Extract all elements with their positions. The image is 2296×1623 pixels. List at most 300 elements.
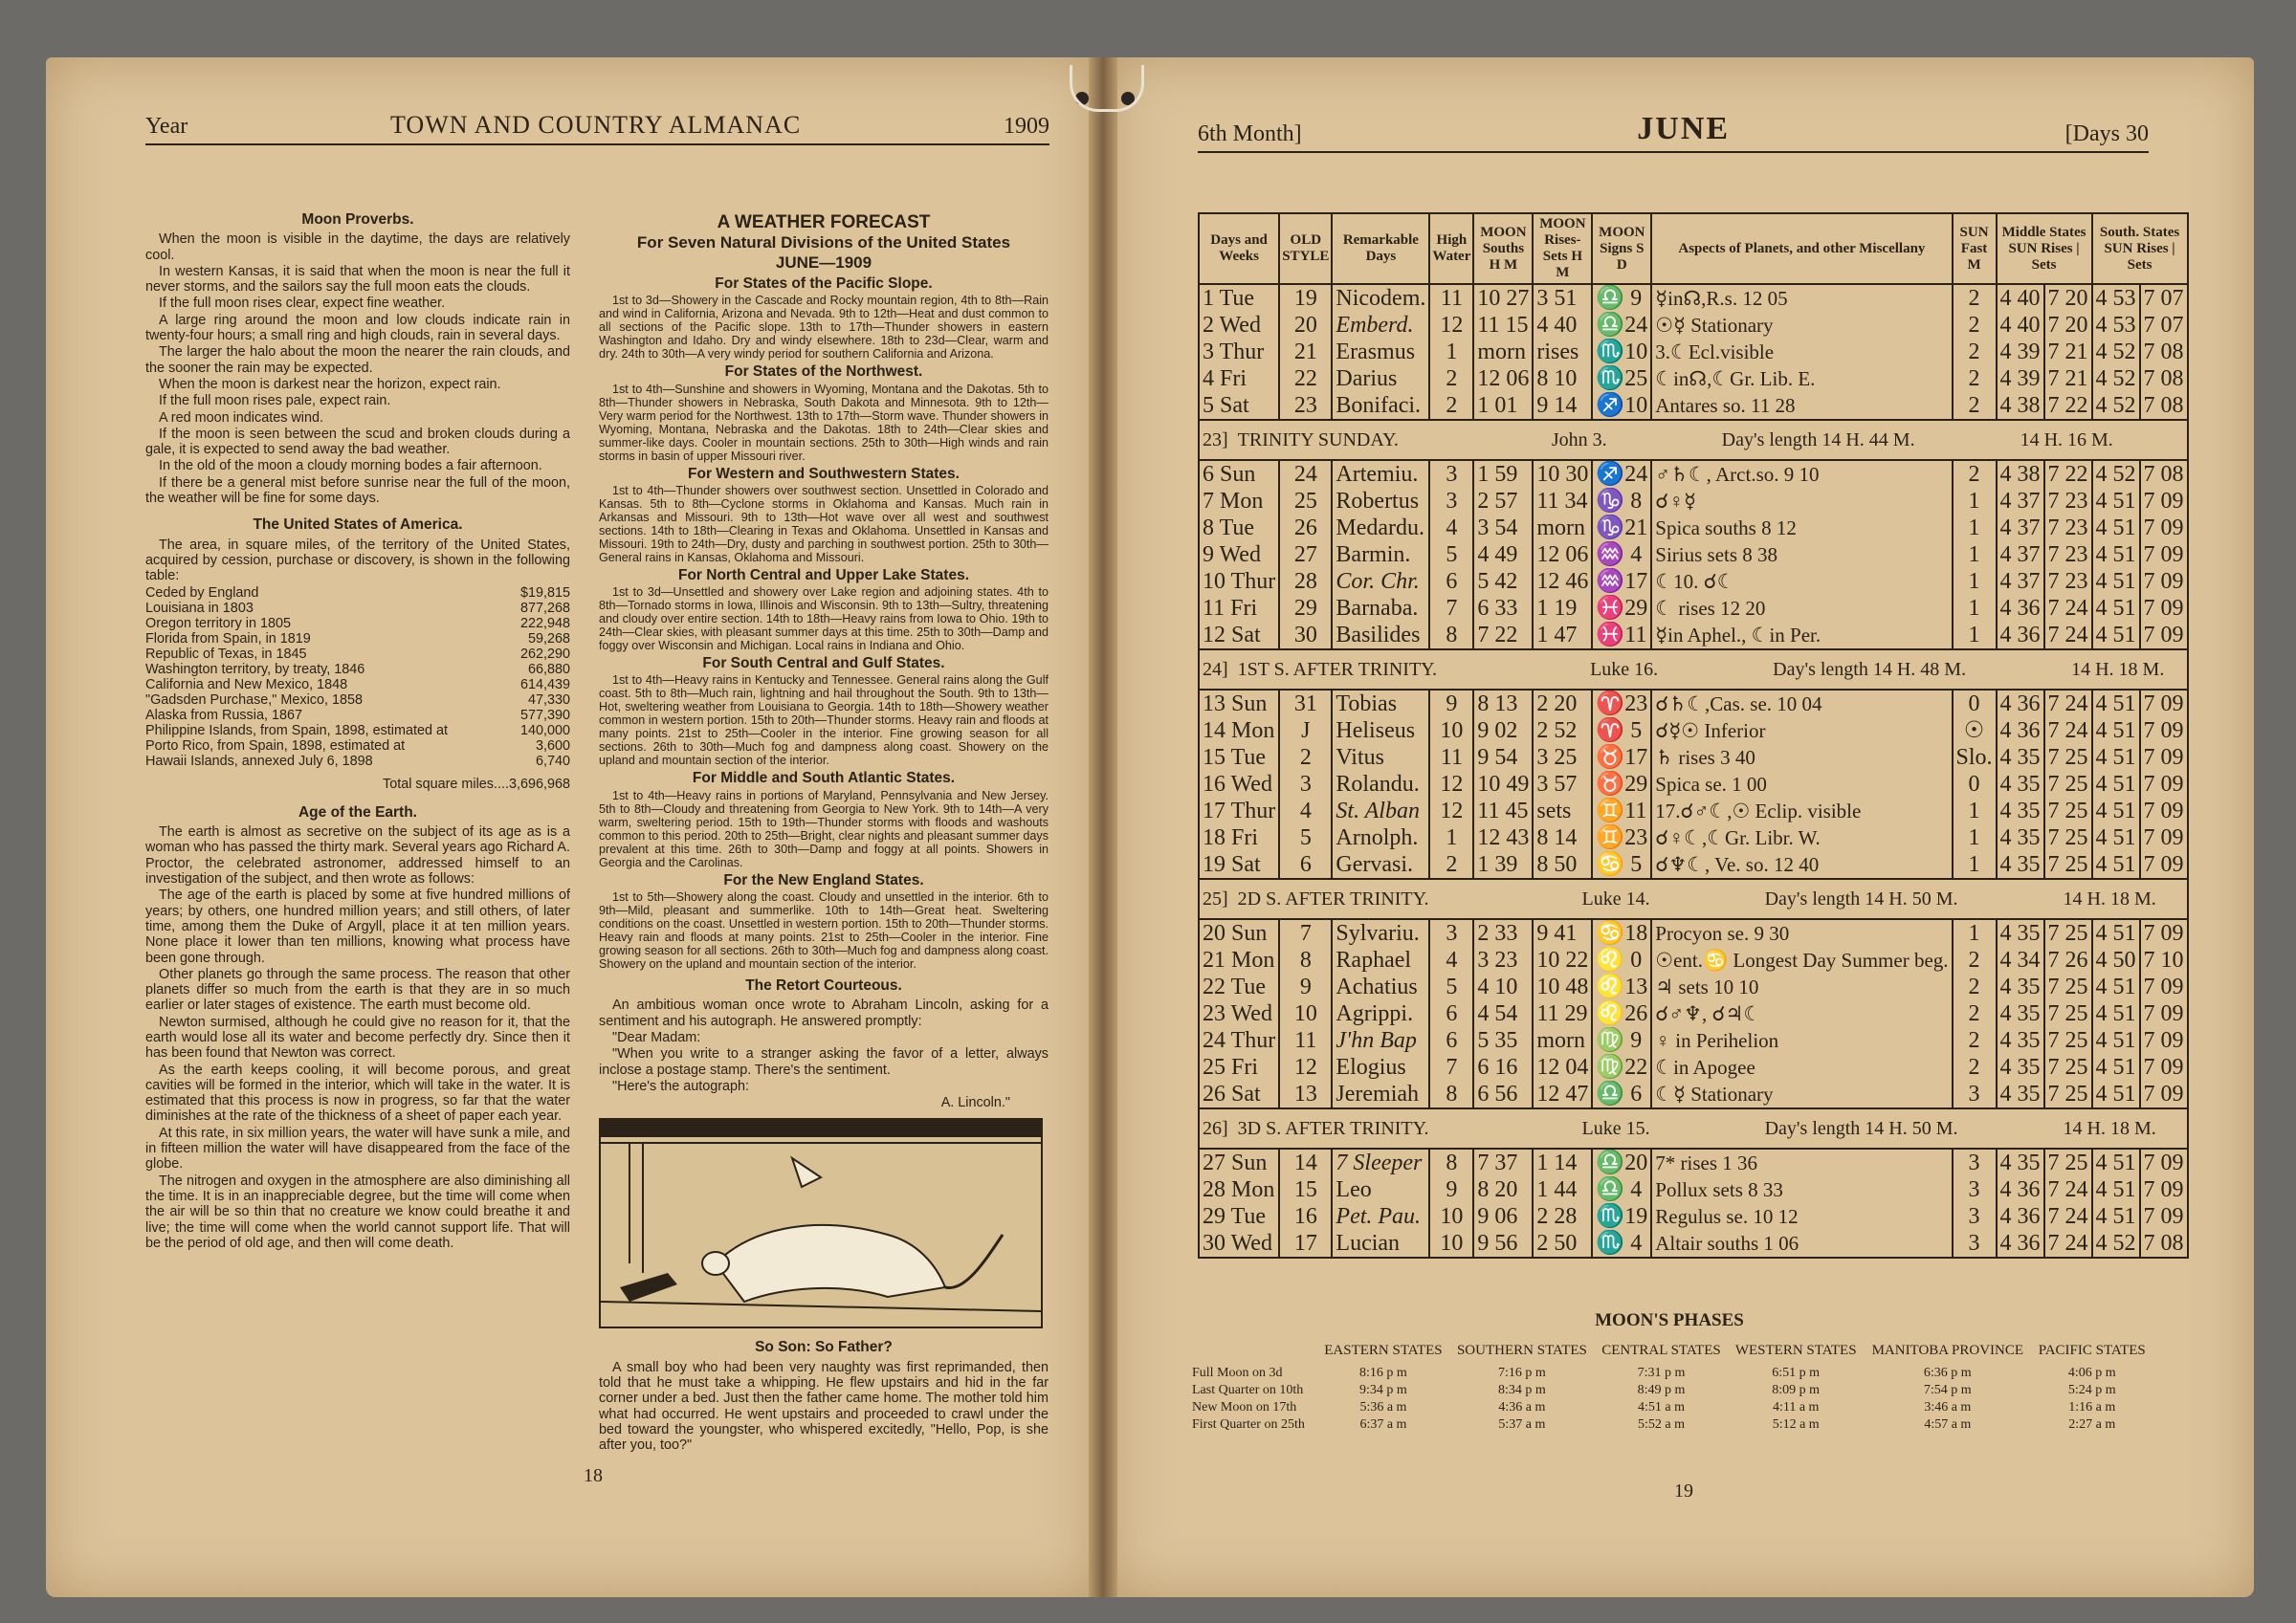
moon-phase-row <box>1186 1399 2152 1416</box>
high-water: 2 <box>1429 851 1473 879</box>
proverb-line: A red moon indicates wind. <box>159 409 323 426</box>
sun-fast: 2 <box>1953 460 1997 488</box>
forecast-section-text: 1st to 3d—Unsettled and showery over Lake region and adjoining states. 4th to 8th—Tornado storms in Iowa, Illinois and Wisconsin. 9th to 13th—Sultry, threatening and cloudy over entire section. 14th to 18th—Heavy rains from Iowa to Ohio. 19th to 24th—Clear skies, with pleasant summer days at this time. 25th to 30th—Damp and foggy over Wisconsin and Michigan. Local rains in Indiana and Ohio. <box>599 585 1049 653</box>
retort-paragraph: "Dear Madam: <box>612 1029 701 1045</box>
sun-rises-south: 4 51 <box>2092 717 2140 744</box>
sun-rises-south: 4 51 <box>2092 1203 2140 1230</box>
sun-sets-middle: 7 20 <box>2044 312 2092 339</box>
week-name: TRINITY SUNDAY. <box>1237 429 1399 450</box>
forecast-section-text: 1st to 4th—Sunshine and showers in Wyoming, Montana and the Dakotas. 5th to 8th—Thunder showers in Nebraska, South Dakota and Minnesota. 9th to 12th—Very warm period for the Northwest. 13th to 17th—Storm wave. Thunder showers in Wyoming, Montana, Nebraska and the Dakotas. 18th to 24th—Clear skies and summer-like days. Cooler in mountain sections. 25th to 30th—High winds and rain storms in basin of upper Missouri river. <box>599 382 1049 463</box>
area-label: Oregon territory in 1805 <box>145 615 291 631</box>
moon-phase-label <box>1186 1382 1317 1399</box>
phase-date: on 10th <box>1262 1383 1304 1397</box>
calendar-day-row <box>1199 744 2188 771</box>
calendar-day-row <box>1199 771 2188 798</box>
moon-souths: 4 49 <box>1473 541 1533 568</box>
calendar-header-cell: Remarkable Days <box>1332 213 1429 284</box>
sun-fast: 1 <box>1953 488 1997 515</box>
sun-rises-middle: 4 35 <box>1997 1027 2044 1054</box>
phase-time: 4:51 a m <box>1637 1400 1685 1415</box>
forecast-section-text: 1st to 3d—Showery in the Cascade and Rocky mountain region, 4th to 8th—Rain and wind in California, Arizona and Nevada. 9th to 12th—Heat and dust common to all sections of the Pacific slope. 13th to 17th—Thunder showers in eastern Washington and Idaho. Dry and windy elsewhere. 18th to 23d—Clear, warm and dry. 24th to 30th—A very windy period for southern California and Arizona. <box>599 294 1049 362</box>
moon-sign: ♏ 4 <box>1592 1230 1651 1258</box>
remarkable-day: Emberd. <box>1332 312 1429 339</box>
calendar-day-row <box>1199 1176 2188 1203</box>
sun-rises-south: 4 52 <box>2092 365 2140 392</box>
high-water: 7 <box>1429 1054 1473 1081</box>
day-of-week: 4 Fri <box>1199 365 1279 392</box>
phase-time: 2:27 a m <box>2068 1417 2116 1432</box>
old-style-date: 6 <box>1279 851 1332 879</box>
moon-sign: ♎ 9 <box>1592 284 1651 312</box>
day-of-week: 17 Thur <box>1199 798 1279 824</box>
calendar-day-row <box>1199 947 2188 974</box>
sun-rises-middle: 4 35 <box>1997 919 2044 947</box>
moon-rises-sets: 2 52 <box>1533 717 1592 744</box>
moon-phases-title: MOON'S PHASES <box>1595 1310 1744 1330</box>
sun-sets-south: 7 09 <box>2140 515 2188 541</box>
moon-proverbs-title: Moon Proverbs. <box>301 211 414 228</box>
sun-fast: 3 <box>1953 1203 1997 1230</box>
moon-souths: 3 23 <box>1473 947 1533 974</box>
aspects: ☌♂♆, ☌♃☾ <box>1651 1000 1952 1027</box>
proverb-line: If there be a general mist before sunrise near the full of the moon, the weather will be fine for some days. <box>145 474 570 507</box>
area-value: $19,815 <box>519 584 570 601</box>
area-value: 877,268 <box>519 600 570 616</box>
area-row <box>145 738 570 754</box>
high-water: 11 <box>1429 744 1473 771</box>
calendar-day-row <box>1199 1081 2188 1108</box>
sun-rises-south: 4 51 <box>2092 690 2140 717</box>
sun-rises-middle: 4 36 <box>1997 1230 2044 1258</box>
area-table <box>145 585 570 769</box>
age-of-earth-title: Age of the Earth. <box>298 803 417 821</box>
sun-fast: 3 <box>1953 1149 1997 1176</box>
aspects: Antares so. 11 28 <box>1651 392 1952 420</box>
remarkable-day: Gervasi. <box>1332 851 1429 879</box>
day-of-week: 16 Wed <box>1199 771 1279 798</box>
moon-sign: ♐24 <box>1592 460 1651 488</box>
calendar-day-row <box>1199 284 2188 312</box>
moon-rises-sets: morn <box>1533 1027 1592 1054</box>
proverb-line: A large ring around the moon and low clouds indicate rain in twenty-four hours; a small ring and high clouds, rain in several days. <box>145 312 570 344</box>
old-style-date: 14 <box>1279 1149 1332 1176</box>
calendar-day-row <box>1199 824 2188 851</box>
phase-time: 5:12 a m <box>1772 1417 1820 1432</box>
sun-sets-south: 7 07 <box>2140 284 2188 312</box>
aspects: ☌♀☿ <box>1651 488 1952 515</box>
sun-fast: 2 <box>1953 974 1997 1000</box>
sun-fast: 2 <box>1953 339 1997 365</box>
sun-sets-middle: 7 21 <box>2044 339 2092 365</box>
moon-rises-sets: 12 04 <box>1533 1054 1592 1081</box>
day-of-week: 8 Tue <box>1199 515 1279 541</box>
sun-sets-middle: 7 24 <box>2044 1203 2092 1230</box>
forecast-section-text: 1st to 4th—Heavy rains in Kentucky and Tennessee. General rains along the Gulf coast. 5th to 8th—Much rain, lightning and hail throughout the South. 9th to 13th—Hot, sweltering weather from Louisiana to Georgia. 14th to 18th—Showery weather common in western portion. 15th to 20th—Thunder storms. Heavy rain and floods at many points. 21st to 25th—Cooler in the interior. Fine growing season for all sections. 26th to 30th—Much fog and dampness along coast. Showery on the upland and mountain section of the interior. <box>599 673 1049 768</box>
calendar-table <box>1198 212 2189 1259</box>
sun-fast: 2 <box>1953 1027 1997 1054</box>
area-row <box>145 647 570 662</box>
moon-souths: morn <box>1473 339 1533 365</box>
moon-phase-label <box>1186 1399 1317 1416</box>
phase-time: 5:36 a m <box>1359 1400 1407 1415</box>
week-day-length: Day's length 14 H. 50 M. <box>1764 888 1958 910</box>
moon-souths: 1 39 <box>1473 851 1533 879</box>
left-column-2 <box>599 212 1049 1455</box>
moon-phases-column: WESTERN STATES <box>1734 1343 1857 1358</box>
earth-paragraph: Newton surmised, although he could give no reason for it, that the earth would lose all its water and become perfectly dry. Since then it has been found that Newton was correct. <box>145 1014 570 1062</box>
week-header-cell <box>1199 649 2188 690</box>
calendar-header-cell: High Water <box>1429 213 1473 284</box>
remarkable-day: Pet. Pau. <box>1332 1203 1429 1230</box>
high-water: 5 <box>1429 541 1473 568</box>
high-water: 8 <box>1429 622 1473 649</box>
calendar-header-cell: MOON Rises-Sets H M <box>1533 213 1592 284</box>
week-gospel: John 3. <box>1551 429 1607 450</box>
calendar-day-row <box>1199 365 2188 392</box>
week-gospel: Luke 15. <box>1581 1118 1650 1139</box>
calendar-header-cell: SUN Fast M <box>1953 213 1997 284</box>
old-style-date: 3 <box>1279 771 1332 798</box>
high-water: 10 <box>1429 1230 1473 1258</box>
sun-sets-middle: 7 24 <box>2044 1230 2092 1258</box>
remarkable-day: Medardu. <box>1332 515 1429 541</box>
phase-time: 7:31 p m <box>1637 1366 1686 1380</box>
aspects: ☌☿☉ Inferior <box>1651 717 1952 744</box>
remarkable-day: Achatius <box>1332 974 1429 1000</box>
moon-souths: 8 13 <box>1473 690 1533 717</box>
remarkable-day: Cor. Chr. <box>1332 568 1429 595</box>
area-label: Philippine Islands, from Spain, 1898, estimated at <box>145 722 448 738</box>
calendar-day-row <box>1199 1149 2188 1176</box>
aspects: ☾in Apogee <box>1651 1054 1952 1081</box>
sun-fast: 2 <box>1953 392 1997 420</box>
day-of-week: 7 Mon <box>1199 488 1279 515</box>
moon-sign: ♊11 <box>1592 798 1651 824</box>
sun-sets-south: 7 09 <box>2140 974 2188 1000</box>
calendar-day-row <box>1199 1027 2188 1054</box>
old-style-date: 10 <box>1279 1000 1332 1027</box>
calendar-day-row <box>1199 312 2188 339</box>
proverb-line: When the moon is darkest near the horizon, expect rain. <box>159 376 501 392</box>
sun-sets-south: 7 08 <box>2140 460 2188 488</box>
phase-time: 5:37 a m <box>1498 1417 1546 1432</box>
earth-paragraph: The age of the earth is placed by some at five hundred millions of years; by others, one hundred million years; and still others, of later time, among them the Duke of Argyll, place it at ten million years. None place it lower than ten millions, knowing what process have been gone through. <box>145 888 570 966</box>
area-label: Ceded by England <box>145 584 259 601</box>
so-son-text: A small boy who had been very naughty was first reprimanded, then told that he must take a whipping. He flew upstairs and hid in the far corner under a bed. Just then the father came home. The mother told him what had occurred. He went upstairs and proceeded to crawl under the bed toward the youngster, who whispered excitedly, "Hello, Pop, is she after you, too?" <box>599 1359 1049 1454</box>
sun-sets-middle: 7 25 <box>2044 1149 2092 1176</box>
calendar-day-row <box>1199 622 2188 649</box>
area-value: 577,390 <box>519 707 570 723</box>
usa-title: The United States of America. <box>253 516 463 534</box>
moon-phases-column: MANITOBA PROVINCE <box>1871 1343 2024 1358</box>
forecast-body <box>599 276 1049 971</box>
remarkable-day: Barnaba. <box>1332 595 1429 622</box>
calendar-day-row <box>1199 717 2188 744</box>
old-style-date: 31 <box>1279 690 1332 717</box>
sun-sets-middle: 7 25 <box>2044 1027 2092 1054</box>
sun-rises-middle: 4 37 <box>1997 515 2044 541</box>
moon-rises-sets: 11 29 <box>1533 1000 1592 1027</box>
week-row <box>1199 1108 2188 1149</box>
area-row <box>145 677 570 692</box>
moon-rises-sets: 9 14 <box>1533 392 1592 420</box>
sun-sets-south: 7 09 <box>2140 568 2188 595</box>
day-of-week: 6 Sun <box>1199 460 1279 488</box>
aspects: ♂♄☾, Arct.so. 9 10 <box>1651 460 1952 488</box>
sun-sets-south: 7 09 <box>2140 1176 2188 1203</box>
moon-sign: ♈23 <box>1592 690 1651 717</box>
high-water: 12 <box>1429 798 1473 824</box>
sun-sets-south: 7 08 <box>2140 1230 2188 1258</box>
moon-rises-sets: 11 34 <box>1533 488 1592 515</box>
aspects: ☾in☊,☾Gr. Lib. E. <box>1651 365 1952 392</box>
high-water: 8 <box>1429 1081 1473 1108</box>
moon-rises-sets: 4 40 <box>1533 312 1592 339</box>
sun-fast: 2 <box>1953 1000 1997 1027</box>
moon-sign: ♍22 <box>1592 1054 1651 1081</box>
sun-sets-south: 7 09 <box>2140 1000 2188 1027</box>
high-water: 7 <box>1429 595 1473 622</box>
remarkable-day: St. Alban <box>1332 798 1429 824</box>
moon-souths: 2 57 <box>1473 488 1533 515</box>
sun-sets-middle: 7 25 <box>2044 1054 2092 1081</box>
lincoln-signature: A. Lincoln." <box>940 1095 1010 1111</box>
forecast-section-heading: For Middle and South Atlantic States. <box>692 770 956 787</box>
old-style-date: 9 <box>1279 974 1332 1000</box>
area-row <box>145 585 570 601</box>
sun-rises-middle: 4 40 <box>1997 312 2044 339</box>
day-of-week: 22 Tue <box>1199 974 1279 1000</box>
area-row <box>145 692 570 708</box>
day-of-week: 10 Thur <box>1199 568 1279 595</box>
sun-sets-middle: 7 25 <box>2044 1000 2092 1027</box>
moon-souths: 4 54 <box>1473 1000 1533 1027</box>
moon-souths: 6 56 <box>1473 1081 1533 1108</box>
sun-sets-south: 7 09 <box>2140 1203 2188 1230</box>
sun-rises-south: 4 51 <box>2092 1027 2140 1054</box>
proverb-line: In western Kansas, it is said that when the moon is near the full it never storms, and the sailors say the full moon eats the clouds. <box>145 263 570 296</box>
forecast-title: A WEATHER FORECAST <box>717 212 931 232</box>
moon-sign: ♎20 <box>1592 1149 1651 1176</box>
day-of-week: 12 Sat <box>1199 622 1279 649</box>
week-number: 26] <box>1203 1118 1228 1139</box>
sun-rises-south: 4 52 <box>2092 460 2140 488</box>
moon-sign: ♓29 <box>1592 595 1651 622</box>
remarkable-day: Elogius <box>1332 1054 1429 1081</box>
aspects: ☉☿ Stationary <box>1651 312 1952 339</box>
high-water: 2 <box>1429 365 1473 392</box>
sun-rises-south: 4 51 <box>2092 595 2140 622</box>
right-page-number: 19 <box>1674 1480 1693 1502</box>
moon-rises-sets: 12 47 <box>1533 1081 1592 1108</box>
moon-souths: 9 06 <box>1473 1203 1533 1230</box>
high-water: 3 <box>1429 919 1473 947</box>
old-style-date: 15 <box>1279 1176 1332 1203</box>
area-value: 262,290 <box>519 646 570 662</box>
sun-sets-middle: 7 23 <box>2044 488 2092 515</box>
remarkable-day: Vitus <box>1332 744 1429 771</box>
month-ordinal: 6th Month] <box>1198 121 1302 146</box>
aspects: ☿in☊,R.s. 12 05 <box>1651 284 1952 312</box>
remarkable-day: J'hn Bap <box>1332 1027 1429 1054</box>
sun-sets-middle: 7 24 <box>2044 1176 2092 1203</box>
high-water: 9 <box>1429 1176 1473 1203</box>
sun-rises-south: 4 51 <box>2092 1000 2140 1027</box>
remarkable-day: Rolandu. <box>1332 771 1429 798</box>
sun-sets-middle: 7 25 <box>2044 1081 2092 1108</box>
usa-total: Total square miles....3,696,968 <box>383 776 570 792</box>
sun-rises-south: 4 52 <box>2092 1230 2140 1258</box>
moon-souths: 10 49 <box>1473 771 1533 798</box>
sun-fast: 1 <box>1953 919 1997 947</box>
forecast-section-heading: For States of the Northwest. <box>724 363 923 381</box>
day-of-week: 2 Wed <box>1199 312 1279 339</box>
sun-fast: 1 <box>1953 622 1997 649</box>
phase-time: 4:11 a m <box>1772 1400 1820 1415</box>
week-gospel: Luke 16. <box>1590 659 1659 680</box>
high-water: 8 <box>1429 1149 1473 1176</box>
day-of-week: 1 Tue <box>1199 284 1279 312</box>
sun-rises-south: 4 52 <box>2092 392 2140 420</box>
sun-rises-south: 4 51 <box>2092 798 2140 824</box>
moon-rises-sets: rises <box>1533 339 1592 365</box>
moon-sign: ♉29 <box>1592 771 1651 798</box>
aspects: Spica se. 1 00 <box>1651 771 1952 798</box>
remarkable-day: Leo <box>1332 1176 1429 1203</box>
old-style-date: 17 <box>1279 1230 1332 1258</box>
week-header-cell <box>1199 420 2188 460</box>
moon-sign: ♏19 <box>1592 1203 1651 1230</box>
moon-rises-sets: 8 14 <box>1533 824 1592 851</box>
day-of-week: 15 Tue <box>1199 744 1279 771</box>
week-row <box>1199 649 2188 690</box>
sun-sets-south: 7 09 <box>2140 1027 2188 1054</box>
week-row <box>1199 420 2188 460</box>
phase-time: 4:57 a m <box>1924 1417 1972 1432</box>
old-style-date: 7 <box>1279 919 1332 947</box>
high-water: 11 <box>1429 284 1473 312</box>
day-of-week: 23 Wed <box>1199 1000 1279 1027</box>
moon-rises-sets: 9 41 <box>1533 919 1592 947</box>
area-label: Porto Rico, from Spain, 1898, estimated at <box>145 737 406 754</box>
sun-sets-south: 7 09 <box>2140 622 2188 649</box>
boy-under-bed-illustration <box>599 1118 1043 1328</box>
moon-souths: 3 54 <box>1473 515 1533 541</box>
remarkable-day: Barmin. <box>1332 541 1429 568</box>
phase-date: on 25th <box>1264 1417 1305 1432</box>
moon-rises-sets: 10 30 <box>1533 460 1592 488</box>
remarkable-day: Basilides <box>1332 622 1429 649</box>
calendar-day-row <box>1199 1203 2188 1230</box>
old-style-date: 2 <box>1279 744 1332 771</box>
moon-rises-sets: 12 46 <box>1533 568 1592 595</box>
calendar-day-row <box>1199 974 2188 1000</box>
moon-rises-sets: 1 14 <box>1533 1149 1592 1176</box>
calendar-header-cell: Aspects of Planets, and other Miscellany <box>1651 213 1952 284</box>
moon-rises-sets: 2 20 <box>1533 690 1592 717</box>
day-of-week: 26 Sat <box>1199 1081 1279 1108</box>
area-value: 6,740 <box>535 753 570 769</box>
forecast-section-text: 1st to 4th—Thunder showers over southwest section. Unsettled in Colorado and Kansas. 5th to 8th—Cyclone storms in Oklahoma and Kansas. Much rain in Arkansas and Missouri. 9th to 13th—Hot wave over all west and southwest sections. 14th to 18th—Clearing in Texas and Oklahoma. Unsettled in Kansas and Missouri. 19th to 24th—Dry, dusty and parching in southwest portion. 25th to 30th—General rains in Kansas, Oklahoma and Missouri. <box>599 483 1049 564</box>
remarkable-day: Arnolph. <box>1332 824 1429 851</box>
area-row <box>145 754 570 769</box>
sun-rises-south: 4 53 <box>2092 284 2140 312</box>
phase-time: 6:36 p m <box>1923 1366 1972 1380</box>
day-of-week: 20 Sun <box>1199 919 1279 947</box>
sun-sets-south: 7 09 <box>2140 488 2188 515</box>
sun-sets-south: 7 09 <box>2140 798 2188 824</box>
week-day-length-south: 14 H. 16 M. <box>2020 429 2113 450</box>
week-name: 3D S. AFTER TRINITY. <box>1237 1118 1429 1139</box>
sun-sets-middle: 7 24 <box>2044 622 2092 649</box>
moon-sign: ♌ 0 <box>1592 947 1651 974</box>
area-label: Republic of Texas, in 1845 <box>145 646 307 662</box>
moon-rises-sets: 12 06 <box>1533 541 1592 568</box>
phase-time: 8:09 p m <box>1772 1383 1821 1397</box>
phase-date: on 17th <box>1255 1400 1297 1415</box>
old-style-date: J <box>1279 717 1332 744</box>
old-style-date: 5 <box>1279 824 1332 851</box>
moon-souths: 7 37 <box>1473 1149 1533 1176</box>
high-water: 2 <box>1429 392 1473 420</box>
moon-sign: ♐10 <box>1592 392 1651 420</box>
sun-fast: ☉ <box>1953 717 1997 744</box>
moon-rises-sets: 2 50 <box>1533 1230 1592 1258</box>
calendar-day-row <box>1199 690 2188 717</box>
high-water: 6 <box>1429 568 1473 595</box>
sun-fast: 2 <box>1953 947 1997 974</box>
sun-fast: 0 <box>1953 690 1997 717</box>
week-day-length-south: 14 H. 18 M. <box>2063 888 2156 910</box>
sun-fast: 2 <box>1953 365 1997 392</box>
calendar-header-cell: South. States SUN Rises | Sets <box>2092 213 2188 284</box>
moon-souths: 4 10 <box>1473 974 1533 1000</box>
sun-rises-middle: 4 36 <box>1997 622 2044 649</box>
day-of-week: 24 Thur <box>1199 1027 1279 1054</box>
calendar-day-row <box>1199 541 2188 568</box>
aspects: 17.☌♂☾,☉ Eclip. visible <box>1651 798 1952 824</box>
phase-time: 5:52 a m <box>1637 1417 1685 1432</box>
old-style-date: 24 <box>1279 460 1332 488</box>
day-of-week: 18 Fri <box>1199 824 1279 851</box>
area-label: "Gadsden Purchase," Mexico, 1858 <box>145 691 364 708</box>
remarkable-day: Tobias <box>1332 690 1429 717</box>
area-row <box>145 708 570 723</box>
right-running-head <box>1198 111 2149 147</box>
usa-intro: The area, in square miles, of the territory of the United States, acquired by cession, purchase or discovery, is shown in the following table: <box>145 537 570 584</box>
sun-sets-south: 7 09 <box>2140 690 2188 717</box>
old-style-date: 26 <box>1279 515 1332 541</box>
phase-time: 7:54 p m <box>1923 1383 1972 1397</box>
week-day-length: Day's length 14 H. 48 M. <box>1773 659 1967 680</box>
high-water: 3 <box>1429 460 1473 488</box>
retort-title: The Retort Courteous. <box>745 977 902 995</box>
aspects: ☿in Aphel., ☾in Per. <box>1651 622 1952 649</box>
old-style-date: 12 <box>1279 1054 1332 1081</box>
moon-phases-column: EASTERN STATES <box>1324 1343 1443 1358</box>
sun-rises-middle: 4 36 <box>1997 595 2044 622</box>
high-water: 1 <box>1429 339 1473 365</box>
moon-proverbs-body <box>145 231 570 506</box>
high-water: 12 <box>1429 312 1473 339</box>
phase-time: 4:36 a m <box>1498 1400 1546 1415</box>
moon-souths: 7 22 <box>1473 622 1533 649</box>
calendar-day-row <box>1199 392 2188 420</box>
forecast-section-heading: For States of the Pacific Slope. <box>715 275 933 292</box>
moon-sign: ♏25 <box>1592 365 1651 392</box>
sun-rises-middle: 4 38 <box>1997 392 2044 420</box>
week-number: 23] <box>1203 429 1228 450</box>
